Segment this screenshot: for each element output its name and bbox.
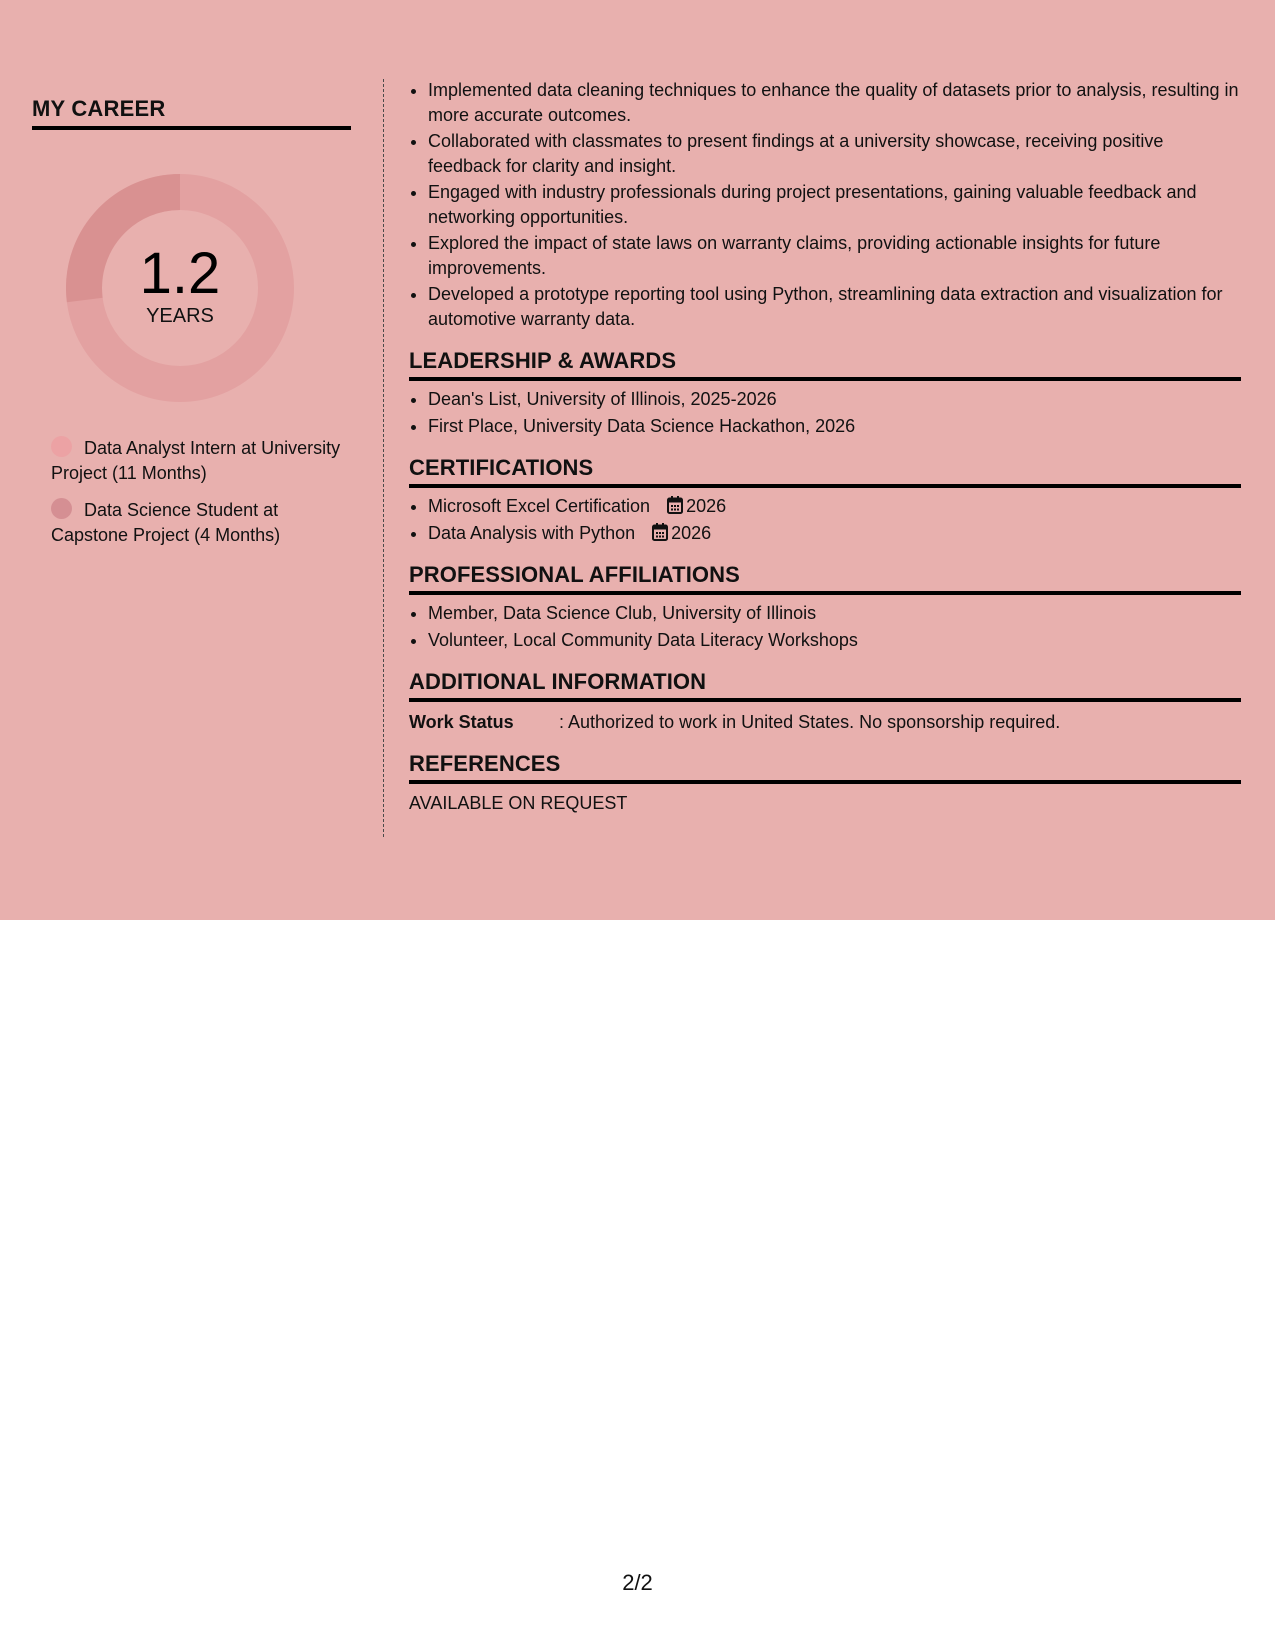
career-item-label: Data Science Student at Capstone Project (4 Months) <box>51 500 281 545</box>
career-heading: MY CAREER <box>32 96 351 130</box>
main-content <box>409 78 1241 814</box>
experience-bullets <box>409 78 1241 331</box>
leadership-section <box>409 348 1241 438</box>
additional-info-section <box>409 669 1241 734</box>
experience-bullet: • Implemented data cleaning techniques to enhance the quality of datasets prior to analysis, resulting in more accurate outcomes. <box>428 78 1241 127</box>
career-legend-item <box>51 436 351 486</box>
affiliation-item: • Member, Data Science Club, University of Illinois <box>428 601 1241 626</box>
section-title: PROFESSIONAL AFFILIATIONS <box>409 562 1241 595</box>
career-total-unit: YEARS <box>146 304 214 327</box>
certification-year: 2026 <box>686 496 727 516</box>
experience-bullet: • Collaborated with classmates to present findings at a university showcase, receiving positive feedback for clarity and insight. <box>428 129 1241 178</box>
certifications-section <box>409 455 1241 545</box>
section-title: REFERENCES <box>409 751 1241 784</box>
references-section <box>409 751 1241 814</box>
column-divider <box>383 79 384 837</box>
affiliation-item: • Volunteer, Local Community Data Literacy Workshops <box>428 628 1241 653</box>
work-status-value: : Authorized to work in United States. No sponsorship required. <box>559 712 1061 732</box>
leadership-item: • Dean's List, University of Illinois, 2025-2026 <box>428 387 1241 412</box>
experience-bullet: • Explored the impact of state laws on warranty claims, providing actionable insights for future improvements. <box>428 231 1241 280</box>
career-legend <box>51 436 351 548</box>
certification-year: 2026 <box>671 522 712 543</box>
legend-dot-icon <box>51 436 72 457</box>
page-number: 2/2 <box>622 1570 653 1595</box>
calendar-icon <box>652 523 668 541</box>
section-title: LEADERSHIP & AWARDS <box>409 348 1241 381</box>
career-donut-chart <box>66 174 294 402</box>
certification-item <box>428 494 1241 519</box>
affiliations-section <box>409 562 1241 652</box>
leadership-item: • First Place, University Data Science Hackathon, 2026 <box>428 414 1241 439</box>
section-title: CERTIFICATIONS <box>409 455 1241 488</box>
career-total-value: 1.2 <box>139 240 221 306</box>
calendar-icon <box>667 496 683 514</box>
work-status-label: Work Status <box>409 712 514 732</box>
certification-name: Microsoft Excel Certification <box>428 496 651 516</box>
affiliations-list <box>409 601 1241 652</box>
donut-center <box>66 174 294 402</box>
experience-bullet: • Developed a prototype reporting tool using Python, streamlining data extraction and visualization for automotive warranty data. <box>428 282 1241 331</box>
section-title: ADDITIONAL INFORMATION <box>409 669 1241 702</box>
career-item-label: Data Analyst Intern at University Project (11 Months) <box>51 438 341 483</box>
legend-dot-icon <box>51 498 72 519</box>
certification-name: Data Analysis with Python <box>428 522 636 543</box>
references-text: AVAILABLE ON REQUEST <box>409 793 628 813</box>
career-legend-item <box>51 498 351 548</box>
leadership-list <box>409 387 1241 438</box>
experience-bullet: • Engaged with industry professionals during project presentations, gaining valuable feedback and networking opportunities. <box>428 180 1241 229</box>
career-sidebar <box>32 96 351 560</box>
certification-item <box>428 521 1241 546</box>
certifications-list <box>409 494 1241 545</box>
work-status-row <box>409 710 1241 734</box>
